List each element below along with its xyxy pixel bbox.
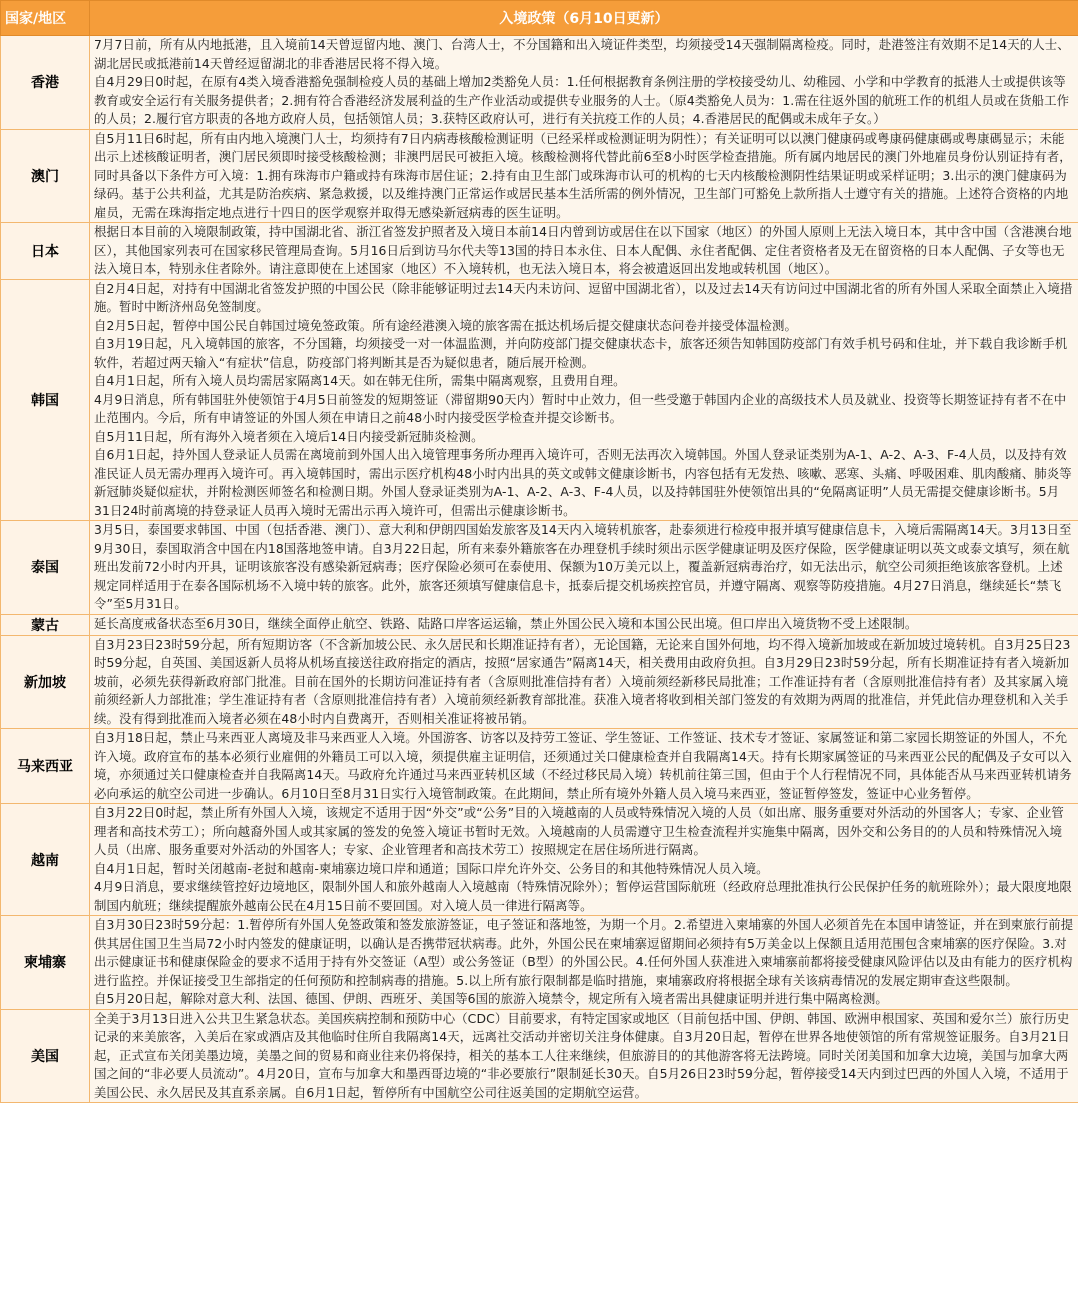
- table-row: [1, 36, 1078, 130]
- policy-text-cell: [90, 279, 1078, 521]
- region-name-cell: 泰国: [1, 521, 90, 615]
- policy-text-cell: [90, 635, 1078, 729]
- region-name-cell: 澳门: [1, 129, 90, 223]
- region-name-cell: 韩国: [1, 279, 90, 521]
- table-row: [1, 521, 1078, 615]
- policy-paragraph: 自5月20日起，解除对意大利、法国、德国、伊朗、西班牙、美国等6国的旅游入境禁令，规定所有入境者需出具健康证明并进行集中隔离检测。: [94, 991, 888, 1006]
- policy-text-cell: [90, 1009, 1078, 1103]
- policy-text-cell: [90, 729, 1078, 804]
- region-name-cell: 美国: [1, 1009, 90, 1103]
- policy-paragraph: 自3月22日0时起，禁止所有外国人入境，该规定不适用于因“外交”或“公务”目的入境越南的人员或特殊情况入境的人员（如出席、服务重要对外活动的外国客人；专家、企业管理者和高技术劳工）；所向越裔外国人或其家属的签发的免签入境证书暂时无效。入境越南的人员需遵守卫生检查流程并实施集中隔离，因外交和公务目的的人员和特殊情况入境人员（出席、服务重要对外活动的外国客人；专家、企业管理者和高技术劳工）按照规定在居住场所进行隔离。: [94, 805, 1064, 857]
- policy-paragraph: 自3月23日23时59分起，所有短期访客（不含新加坡公民、永久居民和长期准证持有者），无论国籍，无论来自国外何地，均不得入境新加坡或在新加坡过境转机。自3月25日23时59分起，自英国、美国返新人员将从机场直接送往政府指定的酒店，按照“居家通告”隔离14天，相关费用由政府负担。自3月29日23时59分起，所有长期准证持有者入境新加坡前，必须先获得新政府部门批准。目前在国外的长期访问准证持有者（含原则批准信持有者）入境前须经新移民局批准；工作准证持有者（含原则批准信持有者）及其家属入境前须经新人力部批准；学生准证持有者（含原则批准信持有者）入境前须经新教育部批准。获准入境者将收到相关部门签发的有效期为两周的批准信，并凭此信办理登机和入关手续。没有得到批准而入境者必须在48小时内自费离开，否则相关准证将被吊销。: [94, 636, 1071, 726]
- policy-paragraph: 根据日本目前的入境限制政策，持中国湖北省、浙江省签发护照者及入境日本前14日内曾到访或居住在以下国家（地区）的外国人原则上无法入境日本，其中含中国（含港澳台地区），其他国家列表可在国家移民管理局查询。5月16日后到访马尔代夫等13国的持日本永住、日本人配偶、永住者配偶、定住者资格者及无在留资格的日本人配偶、子女等也无法入境日本，特别永住者除外。请注意即使在上述国家（地区）不入境转机，也无法入境日本，将会被遣返回出发地或转机国（地区）。: [94, 224, 1072, 276]
- policy-paragraph: 自4月29日0时起，在原有4类入境香港豁免强制检疫人员的基础上增加2类豁免人员：1.任何根据教育条例注册的学校接受幼儿、幼稚园、小学和中学教育的抵港人士或提供该等教育或安全运行有关服务提供者；2.拥有符合香港经济发展利益的生产作业活动或提供专业服务的人士。（原4类豁免人员为：1.需在往返外国的航班工作的机组人员或在货船工作的人员；2.履行官方职责的各地方政府人员，包括领馆人员；3.获特区政府认可，进行有关抗疫工作的人员；4.香港居民的配偶或未成年子女。）: [94, 74, 1070, 126]
- policy-paragraph: 自2月5日起，暂停中国公民自韩国过境免签政策。所有途经港澳入境的旅客需在抵达机场后提交健康状态问卷并接受体温检测。: [94, 317, 797, 333]
- policy-paragraph: 自3月30日23时59分起：1.暂停所有外国人免签政策和签发旅游签证，电子签证和落地签，为期一个月。2.希望进入柬埔寨的外国人必须首先在本国申请签证，并在到柬旅行前提供其居住国卫生当局72小时内签发的健康证明，以确认是否携带冠状病毒。此外，外国公民在柬埔寨逗留期间必须持有5万美金以上保额且适用范围包含柬埔寨的医疗保险。3.对出示健康证书和健康保险金的要求不适用于持有外交签证（A型）或公务签证（B型）的外国公民。4.任何外国人获准进入柬埔寨前都将接受健康风险评估以及由有能力的医疗机构进行监控。并保证接受卫生部指定的任何预防和控制病毒的措施。5.以上所有旅行限制都是临时措施，柬埔寨政府将根据全球有关该病毒情况的发展定期审查这些限制。: [94, 917, 1074, 988]
- policy-paragraph: 4月9日消息，所有韩国驻外使领馆于4月5日前签发的短期签证（滞留期90天内）暂时中止效力，但一些受邀于韩国内企业的高级技术人员及就业、投资等长期签证持有者不在中止范围内。今后，所有申请签证的外国人须在申请日之前48小时内接受医学检查并提交诊断书。: [94, 391, 1067, 425]
- policy-paragraph: 自6月1日起，持外国人登录证人员需在离境前到外国人出入境管理事务所办理再入境许可，否则无法再次入境韩国。外国人登录证类别为A-1、A-2、A-3、F-4人员，以及持有效准民证人员无需办理再入境许可。再入境韩国时，需出示医疗机构48小时内出具的英文或韩文健康诊断书，内容包括有无发热、咳嗽、恶寒、头痛、呼吸困难、肌肉酸痛、肺炎等新冠肺炎疑似症状，并附检测医师签名和检测日期。外国人登录证类别为A-1、A-2、A-3、F-4人员，以及持韩国驻外使领馆出具的“免隔离证明”人员无需提交健康诊断书。5月31日24时前离境的持登录证人员再入境时无需出示再入境许可，但需出示健康诊断书。: [94, 447, 1072, 518]
- policy-paragraph: 自2月4日起，对持有中国湖北省签发护照的中国公民（除非能够证明过去14天内未访问、逗留中国湖北省），以及过去14天有访问过中国湖北省的所有外国人采取全面禁止入境措施。暂时中断济州岛免签制度。: [94, 280, 1073, 314]
- policy-text-cell: [90, 614, 1078, 635]
- region-name-cell: 蒙古: [1, 614, 90, 635]
- region-name-cell: 日本: [1, 223, 90, 280]
- policy-text-cell: [90, 804, 1078, 916]
- table-row: [1, 129, 1078, 223]
- table-row: [1, 223, 1078, 280]
- policy-paragraph: 自3月19日起，凡入境韩国的旅客，不分国籍，均须接受一对一体温监测，并向防疫部门提交健康状态卡，旅客还须告知韩国防疫部门有效手机号码和住址，并下载自我诊断手机软件，若超过两天输入“有症状”信息，防疫部门将判断其是否为疑似患者，随后展开检测。: [94, 336, 1068, 370]
- policy-paragraph: 自4月1日起，所有入境人员均需居家隔离14天。如在韩无住所，需集中隔离观察，且费用自理。: [94, 373, 626, 388]
- table-row: [1, 279, 1078, 521]
- policy-column-header: 入境政策（6月10日更新）: [90, 1, 1078, 36]
- region-name-cell: 越南: [1, 804, 90, 916]
- region-name-cell: 香港: [1, 36, 90, 130]
- policy-paragraph: 自5月11日6时起，所有由内地入境澳门人士，均须持有7日内病毒核酸检测证明（已经采样或检测证明为阴性）；有关证明可以以澳门健康码或粤康码健康碼或粤康碼显示；未能出示上述核酸证明者，澳门居民须即时接受核酸检测；非澳門居民可被拒入境。核酸检测将代替此前6至8小时医学检查措施。所有属内地居民的澳门外地雇员身份认别证持有者，同时具备以下条件方可入境：1.拥有珠海市户籍或持有珠海市居住证；2.持有由卫生部门或珠海市认可的机构的七天内核酸检测阴性结果证明或采样证明；3.出示的澳门健康码为绿码。基于公共利益，尤其是防治疾病、紧急救援，以及维持澳门正常运作或居民基本生活所需的例外情况，卫生部门可豁免上款所指人士遵守有关的措施。上述符合资格的内地雇员，无需在珠海指定地点进行十四日的医学观察并取得无感染新冠病毒的医生证明。: [94, 130, 1072, 220]
- region-name-cell: 马来西亚: [1, 729, 90, 804]
- policy-paragraph: 4月9日消息，要求继续管控好边境地区，限制外国人和旅外越南人入境越南（特殊情况除外）；暂停运营国际航班（经政府总理批准执行公民保护任务的航班除外）；最大限度地限制国内航班；继续提醒旅外越南公民在4月15日前不要回国。对入境人员一律进行隔离等。: [94, 879, 1072, 913]
- policy-paragraph: 延长高度戒备状态至6月30日，继续全面停止航空、铁路、陆路口岸客运运输，禁止外国公民入境和本国公民出境。但口岸出入境货物不受上述限制。: [94, 615, 918, 631]
- policy-text-cell: [90, 223, 1078, 280]
- region-column-header: 国家/地区: [1, 1, 90, 36]
- policy-text-cell: [90, 916, 1078, 1010]
- table-row: [1, 1009, 1078, 1103]
- table-body: [1, 36, 1078, 1103]
- table-row: [1, 804, 1078, 916]
- policy-text-cell: [90, 36, 1078, 130]
- policy-text-cell: [90, 129, 1078, 223]
- table-row: [1, 635, 1078, 729]
- region-name-cell: 柬埔寨: [1, 916, 90, 1010]
- policy-paragraph: 全美于3月13日进入公共卫生紧急状态。美国疾病控制和预防中心（CDC）目前要求，有特定国家或地区（目前包括中国、伊朗、韩国、欧洲申根国家、英国和爱尔兰）旅行历史记录的来美旅客，入美后在家或酒店及其他临时住所自我隔离14天，远离社交活动并密切关注身体健康。自3月20日起，暂停在世界各地使领馆的所有常规签证服务。自3月21日起，正式宣布关闭美墨边境，美墨之间的贸易和商业往来仍将保持，相关的基本工人往来继续，但旅游目的的其他游客将无法跨境。同时关闭美国和加拿大边境，美国与加拿大两国之间的“非必要人员流动”。4月20日，宣布与加拿大和墨西哥边境的“非必要旅行”限制延长30天。自5月26日23时59分起，暂停接受14天内到过巴西的外国人入境，不适用于美国公民、永久居民及其直系亲属。自6月1日起，暂停所有中国航空公司往返美国的定期航空运营。: [94, 1010, 1070, 1100]
- policy-paragraph: 7月7日前，所有从内地抵港，且入境前14天曾逗留内地、澳门、台湾人士，不分国籍和出入境证件类型，均须接受14天强制隔离检疫。同时，赴港签注有效期不足14天的人士、湖北居民或抵港前14天曾经逗留湖北的非香港居民将不得入境。: [94, 37, 1070, 71]
- policy-paragraph: 3月5日，泰国要求韩国、中国（包括香港、澳门）、意大利和伊朗四国始发旅客及14天内入境转机旅客，赴泰须进行检疫申报并填写健康信息卡，入境后需隔离14天。3月13日至9月30日，泰国取消含中国在内18国落地签申请。自3月22日起，所有来泰外籍旅客在办理登机手续时须出示医学健康证明及医疗保险，医学健康证明以英文或泰文填写，须在航班出发前72小时内开具，证明该旅客没有感染新冠病毒；医疗保险必须可在泰使用、保额为10万美元以上，覆盖新冠病毒治疗，如无法出示，航空公司须拒绝该旅客登机。上述规定同样适用于在泰各国际机场不入境中转的旅客。此外，旅客还须填写健康信息卡，抵泰后提交机场疾控官员，并遵守隔离、观察等防疫措施。4月27日消息，继续延长“禁飞令”至5月31日。: [94, 522, 1072, 611]
- policy-paragraph: 自4月1日起，暂时关闭越南-老挝和越南-柬埔寨边境口岸和通道；国际口岸允许外交、公务目的和其他特殊情况人员入境。: [94, 860, 769, 876]
- table-row: [1, 916, 1078, 1010]
- table-row: [1, 729, 1078, 804]
- policy-paragraph: 自3月18日起，禁止马来西亚人离境及非马来西亚人入境。外国游客、访客以及持劳工签证、学生签证、工作签证、技术专才签证、家属签证和第二家园长期签证的外国人，不允许入境。政府宣布的基本必须行业雇佣的外籍员工可以入境，须提供雇主证明信，还须通过关口健康检查并自我隔离14天。持有长期家属签证的马来西亚公民的配偶及子女可以入境，亦须通过关口健康检查并自我隔离14天。马政府允许通过马来西亚转机区域（不经过移民局入境）转机前往第三国，但由于个人行程情况不同，具体能否从马来西亚转机请务必向承运的航空公司进一步确认。6月10日至8月31日实行入境管制政策。在此期间，禁止所有境外外籍人员入境马来西亚，签证暂停签发，签证中心业务暂停。: [94, 730, 1072, 801]
- region-name-cell: 新加坡: [1, 635, 90, 729]
- table-header-row: [1, 1, 1078, 36]
- table-row: [1, 614, 1078, 635]
- policy-text-cell: [90, 521, 1078, 615]
- policy-paragraph: 自5月11日起，所有海外入境者须在入境后14日内接受新冠肺炎检测。: [94, 428, 484, 444]
